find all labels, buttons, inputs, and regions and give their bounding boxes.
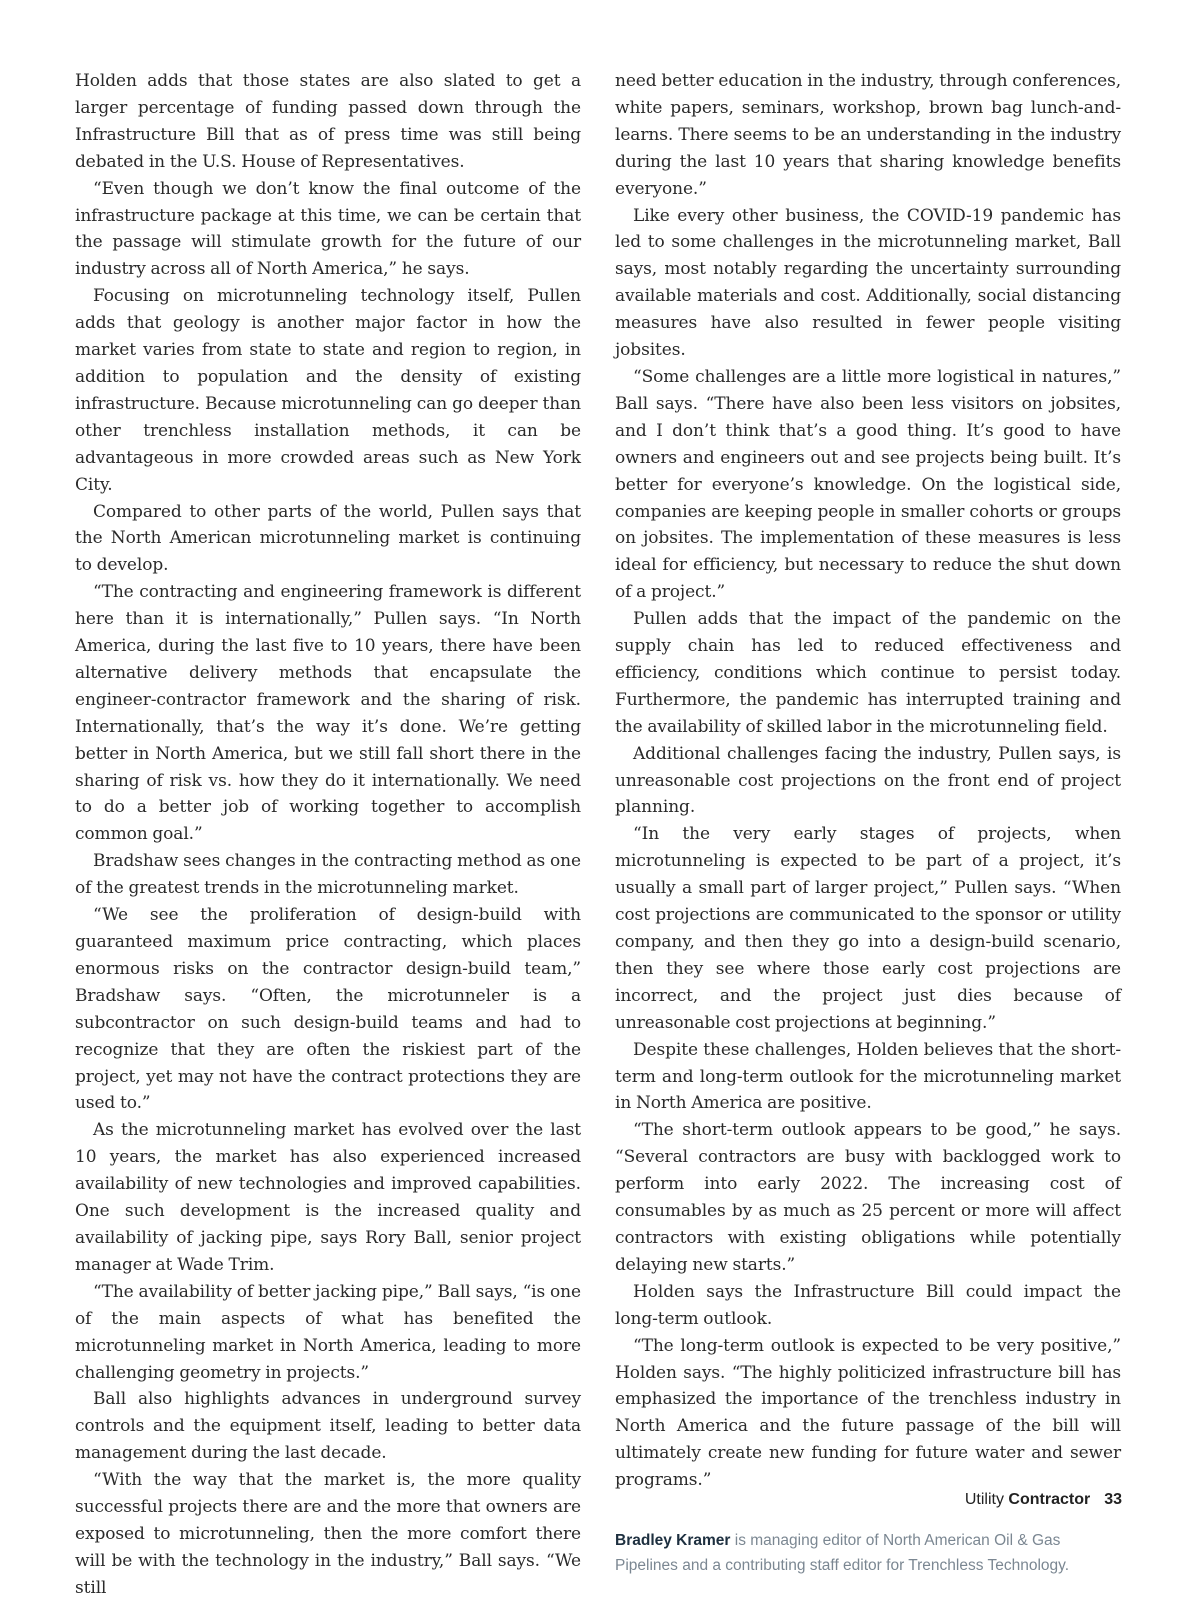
paragraph: Compared to other parts of the world, Pullen says that the North American microtunneling market is continuing to develop. — [75, 501, 581, 576]
paragraph: Bradshaw sees changes in the contracting method as one of the greatest trends in the microtunneling market. — [75, 851, 581, 899]
left-column — [75, 68, 581, 1602]
paragraph: “The long-term outlook is expected to be very positive,” Holden says. “The highly politicized infrastructure bill has emphasized the importance of the trenchless industry in North America and the future passage of the bill will ultimately create new funding for future water and sewer programs.” — [615, 1335, 1121, 1491]
right-column — [615, 68, 1121, 1578]
paragraph: “The short-term outlook appears to be good,” he says. “Several contractors are busy with backlogged work to perform into early 2022. The increasing cost of consumables by as much as 25 percent or more will affect contractors with existing obligations while potentially delaying new starts.” — [615, 1120, 1121, 1275]
publication-name-light: Utility — [964, 1491, 1009, 1508]
page-footer — [965, 1491, 1122, 1509]
paragraph: “In the very early stages of projects, when microtunneling is expected to be part of a project, it’s usually a small part of larger project,” Pullen says. “When cost projections are communicated to the sponsor or utility company, and then they go into a design-build scenario, then they see where those early cost projections are incorrect, and the project just dies because of unreasonable cost projections at beginning.” — [615, 824, 1121, 1033]
publication-name-bold: Contractor — [1008, 1491, 1091, 1508]
page-number: 33 — [1104, 1491, 1122, 1508]
paragraph: Additional challenges facing the industry, Pullen says, is unreasonable cost projections on the front end of project planning. — [615, 743, 1121, 818]
paragraph: Ball also highlights advances in underground survey controls and the equipment itself, leading to better data management during the last decade. — [75, 1389, 581, 1464]
paragraph: Pullen adds that the impact of the pandemic on the supply chain has led to reduced effectiveness and efficiency, conditions which continue to persist today. Furthermore, the pandemic has interrupted training and the availability of skilled labor in the microtunneling field. — [615, 609, 1121, 737]
paragraph: “The availability of better jacking pipe,” Ball says, “is one of the main aspects of what has benefited the microtunneling market in North America, leading to more challenging geometry in projects.” — [75, 1281, 581, 1383]
paragraph: need better education in the industry, through conferences, white papers, seminars, workshop, brown bag lunch-and-learns. There seems to be an understanding in the industry during the last 10 years that sharing knowledge benefits everyone.” — [615, 71, 1121, 199]
paragraph: Holden adds that those states are also slated to get a larger percentage of funding passed down through the Infrastructure Bill that as of press time was still being debated in the U.S. House of Representatives. — [75, 71, 581, 172]
paragraph: “Even though we don’t know the final outcome of the infrastructure package at this time, we can be certain that the passage will stimulate growth for the future of our industry across all of North America,” he says. — [75, 178, 581, 280]
author-name: Bradley Kramer — [615, 1532, 731, 1550]
paragraph: As the microtunneling market has evolved over the last 10 years, the market has also experienced increased availability of new technologies and improved capabilities. One such development is the increased quality and availability of jacking pipe, says Rory Ball, senior project manager at Wade Trim. — [75, 1120, 581, 1275]
paragraph: Focusing on microtunneling technology itself, Pullen adds that geology is another major factor in how the market varies from state to state and region to region, in addition to population and the density of existing infrastructure. Because microtunneling can go deeper than other trenchless installation methods, it can be advantageous in more crowded areas such as New York City. — [75, 286, 581, 495]
paragraph: “The contracting and engineering framework is different here than it is internationally,” Pullen says. “In North America, during the last five to 10 years, there have been alternative delivery methods that encapsulate the engineer-contractor framework and the sharing of risk. Internationally, that’s the way it’s done. We’re getting better in North America, but we still fall short there in the sharing of risk vs. how they do it internationally. We need to do a better job of working together to accomplish common goal.” — [75, 582, 581, 845]
paragraph: “We see the proliferation of design-build with guaranteed maximum price contracting, which places enormous risks on the contractor design-build team,” Bradshaw says. “Often, the microtunneler is a subcontractor on such design-build teams and had to recognize that they are often the riskiest part of the project, yet may not have the contract protections they are used to.” — [75, 905, 581, 1114]
paragraph: “Some challenges are a little more logistical in natures,” Ball says. “There have also been less visitors on jobsites, and I don’t think that’s a good thing. It’s good to have owners and engineers out and see projects being built. It’s better for everyone’s knowledge. On the logistical side, companies are keeping people in smaller cohorts or groups on jobsites. The implementation of these measures is less ideal for efficiency, but necessary to reduce the shut down of a project.” — [615, 366, 1121, 603]
author-bio — [615, 1528, 1121, 1578]
author-bio-text: is managing editor of North American Oil & Gas Pipelines and a contributing staff editor for Trenchless Technology. — [615, 1532, 1070, 1575]
paragraph: Holden says the Infrastructure Bill could impact the long-term outlook. — [615, 1281, 1121, 1329]
paragraph: Like every other business, the COVID-19 pandemic has led to some challenges in the microtunneling market, Ball says, most notably regarding the uncertainty surrounding available materials and cost. Additionally, social distancing measures have also resulted in fewer people visiting jobsites. — [615, 205, 1121, 361]
paragraph: “With the way that the market is, the more quality successful projects there are and the more that owners are exposed to microtunneling, then the more comfort there will be with the technology in the industry,” Ball says. “We still — [75, 1470, 581, 1598]
paragraph: Despite these challenges, Holden believes that the short-term and long-term outlook for the microtunneling market in North America are positive. — [615, 1039, 1121, 1114]
